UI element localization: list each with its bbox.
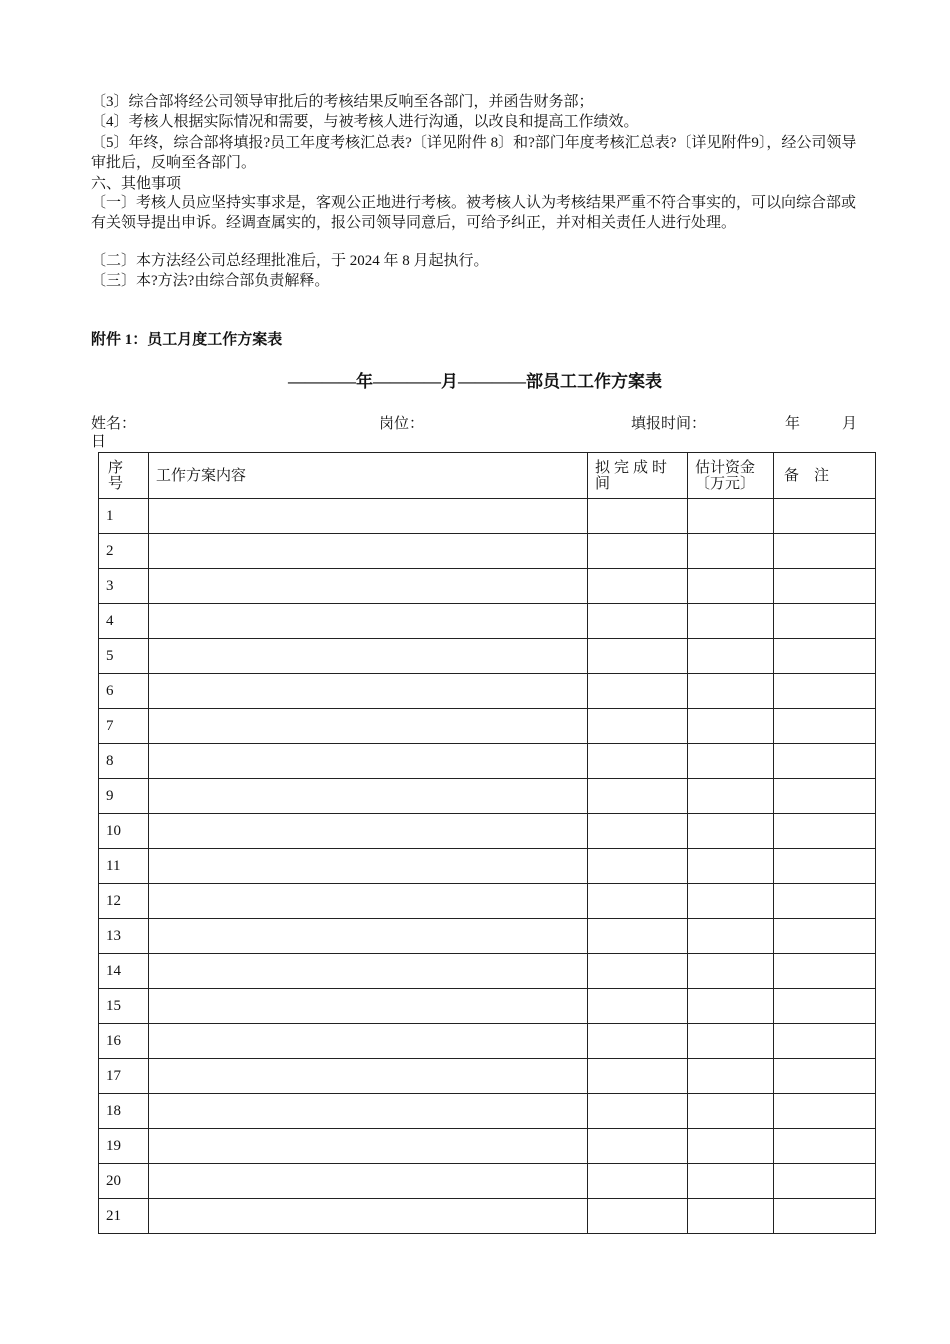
cell-seq: 12 bbox=[99, 884, 149, 919]
cell-seq: 7 bbox=[99, 709, 149, 744]
cell-remark[interactable] bbox=[774, 1199, 876, 1234]
info-row bbox=[91, 415, 861, 451]
cell-seq: 10 bbox=[99, 814, 149, 849]
cell-remark[interactable] bbox=[774, 499, 876, 534]
header-finish-time: 拟完成时间 bbox=[588, 453, 688, 499]
cell-budget[interactable] bbox=[688, 1199, 774, 1234]
cell-content[interactable] bbox=[149, 779, 588, 814]
header-remark: 备 注 bbox=[774, 453, 876, 499]
cell-budget[interactable] bbox=[688, 989, 774, 1024]
cell-content[interactable] bbox=[149, 1059, 588, 1094]
cell-remark[interactable] bbox=[774, 989, 876, 1024]
table-row bbox=[99, 569, 876, 604]
cell-budget[interactable] bbox=[688, 1164, 774, 1199]
cell-finish-time[interactable] bbox=[588, 499, 688, 534]
cell-content[interactable] bbox=[149, 1199, 588, 1234]
cell-remark[interactable] bbox=[774, 569, 876, 604]
cell-remark[interactable] bbox=[774, 1094, 876, 1129]
paragraph-other-2: 〔二〕本方法经公司总经理批准后，于 2024 年 8 月起执行。 bbox=[91, 253, 489, 269]
table-row bbox=[99, 1129, 876, 1164]
cell-budget[interactable] bbox=[688, 1024, 774, 1059]
table-row bbox=[99, 919, 876, 954]
cell-seq: 4 bbox=[99, 604, 149, 639]
cell-finish-time[interactable] bbox=[588, 884, 688, 919]
cell-seq: 8 bbox=[99, 744, 149, 779]
table-row bbox=[99, 814, 876, 849]
cell-budget[interactable] bbox=[688, 499, 774, 534]
cell-seq: 5 bbox=[99, 639, 149, 674]
cell-seq: 3 bbox=[99, 569, 149, 604]
cell-content[interactable] bbox=[149, 1094, 588, 1129]
cell-remark[interactable] bbox=[774, 954, 876, 989]
table-row bbox=[99, 744, 876, 779]
cell-budget[interactable] bbox=[688, 1094, 774, 1129]
cell-seq: 6 bbox=[99, 674, 149, 709]
cell-remark[interactable] bbox=[774, 709, 876, 744]
table-row bbox=[99, 1059, 876, 1094]
cell-content[interactable] bbox=[149, 569, 588, 604]
cell-budget[interactable] bbox=[688, 849, 774, 884]
cell-content[interactable] bbox=[149, 1024, 588, 1059]
cell-remark[interactable] bbox=[774, 639, 876, 674]
cell-remark[interactable] bbox=[774, 1059, 876, 1094]
cell-seq: 17 bbox=[99, 1059, 149, 1094]
cell-finish-time[interactable] bbox=[588, 814, 688, 849]
cell-remark[interactable] bbox=[774, 814, 876, 849]
cell-seq: 11 bbox=[99, 849, 149, 884]
table-row bbox=[99, 1164, 876, 1199]
cell-finish-time[interactable] bbox=[588, 954, 688, 989]
cell-finish-time[interactable] bbox=[588, 569, 688, 604]
table-row bbox=[99, 534, 876, 569]
post-label: 岗位： bbox=[379, 416, 425, 432]
cell-finish-time[interactable] bbox=[588, 989, 688, 1024]
cell-content[interactable] bbox=[149, 1129, 588, 1164]
cell-content[interactable] bbox=[149, 989, 588, 1024]
table-row bbox=[99, 779, 876, 814]
cell-budget[interactable] bbox=[688, 744, 774, 779]
cell-finish-time[interactable] bbox=[588, 1199, 688, 1234]
table-row bbox=[99, 954, 876, 989]
cell-finish-time[interactable] bbox=[588, 849, 688, 884]
cell-remark[interactable] bbox=[774, 744, 876, 779]
paragraph-5: 〔5〕年终，综合部将填报?员工年度考核汇总表?〔详见附件 8〕和?部门年度考核汇总表?〔详见附件9〕，经公司领导审批后，反响至各部门。 bbox=[91, 135, 857, 171]
table-row bbox=[99, 1199, 876, 1234]
cell-remark[interactable] bbox=[774, 1024, 876, 1059]
cell-finish-time[interactable] bbox=[588, 744, 688, 779]
cell-seq: 13 bbox=[99, 919, 149, 954]
cell-remark[interactable] bbox=[774, 604, 876, 639]
cell-finish-time[interactable] bbox=[588, 709, 688, 744]
cell-seq: 20 bbox=[99, 1164, 149, 1199]
cell-seq: 21 bbox=[99, 1199, 149, 1234]
cell-content[interactable] bbox=[149, 814, 588, 849]
paragraph-other-1: 〔一〕考核人员应坚持实事求是，客观公正地进行考核。被考核人认为考核结果严重不符合事实的，可以向综合部或有关领导提出申诉。经调查属实的，报公司领导同意后，可给予纠正，并对相关责任人进行处理。 bbox=[91, 195, 857, 231]
cell-seq: 1 bbox=[99, 499, 149, 534]
header-content: 工作方案内容 bbox=[149, 453, 588, 499]
cell-remark[interactable] bbox=[774, 1129, 876, 1164]
cell-finish-time[interactable] bbox=[588, 1059, 688, 1094]
header-budget: 估计资金〔万元〕 bbox=[688, 453, 774, 499]
cell-finish-time[interactable] bbox=[588, 1129, 688, 1164]
cell-budget[interactable] bbox=[688, 534, 774, 569]
cell-finish-time[interactable] bbox=[588, 674, 688, 709]
month-label: 月 bbox=[842, 416, 858, 432]
cell-remark[interactable] bbox=[774, 884, 876, 919]
cell-budget[interactable] bbox=[688, 954, 774, 989]
table-title: ————年————月————部员工工作方案表 bbox=[288, 372, 662, 391]
cell-remark[interactable] bbox=[774, 1164, 876, 1199]
cell-finish-time[interactable] bbox=[588, 779, 688, 814]
cell-budget[interactable] bbox=[688, 569, 774, 604]
table-row bbox=[99, 674, 876, 709]
cell-content[interactable] bbox=[149, 499, 588, 534]
cell-finish-time[interactable] bbox=[588, 1164, 688, 1199]
cell-content[interactable] bbox=[149, 604, 588, 639]
cell-budget[interactable] bbox=[688, 814, 774, 849]
cell-seq: 14 bbox=[99, 954, 149, 989]
cell-budget[interactable] bbox=[688, 884, 774, 919]
cell-seq: 16 bbox=[99, 1024, 149, 1059]
cell-budget[interactable] bbox=[688, 779, 774, 814]
cell-seq: 19 bbox=[99, 1129, 149, 1164]
cell-remark[interactable] bbox=[774, 779, 876, 814]
year-label: 年 bbox=[785, 416, 801, 432]
fill-time-label: 填报时间： bbox=[631, 416, 707, 432]
work-plan-table bbox=[98, 452, 876, 1234]
cell-content[interactable] bbox=[149, 639, 588, 674]
cell-finish-time[interactable] bbox=[588, 534, 688, 569]
cell-content[interactable] bbox=[149, 884, 588, 919]
table-row bbox=[99, 849, 876, 884]
cell-finish-time[interactable] bbox=[588, 639, 688, 674]
cell-remark[interactable] bbox=[774, 534, 876, 569]
cell-budget[interactable] bbox=[688, 1059, 774, 1094]
cell-budget[interactable] bbox=[688, 1129, 774, 1164]
table-header-row bbox=[99, 453, 876, 499]
cell-remark[interactable] bbox=[774, 919, 876, 954]
cell-content[interactable] bbox=[149, 709, 588, 744]
cell-seq: 2 bbox=[99, 534, 149, 569]
cell-content[interactable] bbox=[149, 674, 588, 709]
table-row bbox=[99, 884, 876, 919]
cell-remark[interactable] bbox=[774, 849, 876, 884]
cell-budget[interactable] bbox=[688, 639, 774, 674]
table-row bbox=[99, 1094, 876, 1129]
cell-content[interactable] bbox=[149, 744, 588, 779]
table-row bbox=[99, 499, 876, 534]
cell-content[interactable] bbox=[149, 1164, 588, 1199]
table-row bbox=[99, 709, 876, 744]
cell-budget[interactable] bbox=[688, 709, 774, 744]
cell-content[interactable] bbox=[149, 954, 588, 989]
cell-seq: 18 bbox=[99, 1094, 149, 1129]
cell-finish-time[interactable] bbox=[588, 919, 688, 954]
name-label: 姓名： bbox=[91, 416, 137, 432]
cell-content[interactable] bbox=[149, 849, 588, 884]
attachment-title: 附件 1：员工月度工作方案表 bbox=[91, 332, 283, 348]
cell-seq: 9 bbox=[99, 779, 149, 814]
cell-seq: 15 bbox=[99, 989, 149, 1024]
paragraph-4: 〔4〕考核人根据实际情况和需要，与被考核人进行沟通，以改良和提高工作绩效。 bbox=[91, 114, 639, 130]
cell-content[interactable] bbox=[149, 919, 588, 954]
paragraph-other-3: 〔三〕本?方法?由综合部负责解释。 bbox=[91, 273, 330, 289]
cell-budget[interactable] bbox=[688, 604, 774, 639]
table-row bbox=[99, 1024, 876, 1059]
table-row bbox=[99, 639, 876, 674]
cell-content[interactable] bbox=[149, 534, 588, 569]
paragraph-3: 〔3〕综合部将经公司领导审批后的考核结果反响至各部门，并函告财务部； bbox=[91, 94, 594, 110]
header-seq: 序号 bbox=[99, 453, 149, 499]
table-row bbox=[99, 604, 876, 639]
day-label: 日 bbox=[91, 434, 107, 450]
cell-budget[interactable] bbox=[688, 674, 774, 709]
section-heading-other-matters: 六、其他事项 bbox=[91, 176, 182, 192]
cell-finish-time[interactable] bbox=[588, 1024, 688, 1059]
cell-remark[interactable] bbox=[774, 674, 876, 709]
cell-finish-time[interactable] bbox=[588, 604, 688, 639]
cell-budget[interactable] bbox=[688, 919, 774, 954]
cell-finish-time[interactable] bbox=[588, 1094, 688, 1129]
table-row bbox=[99, 989, 876, 1024]
